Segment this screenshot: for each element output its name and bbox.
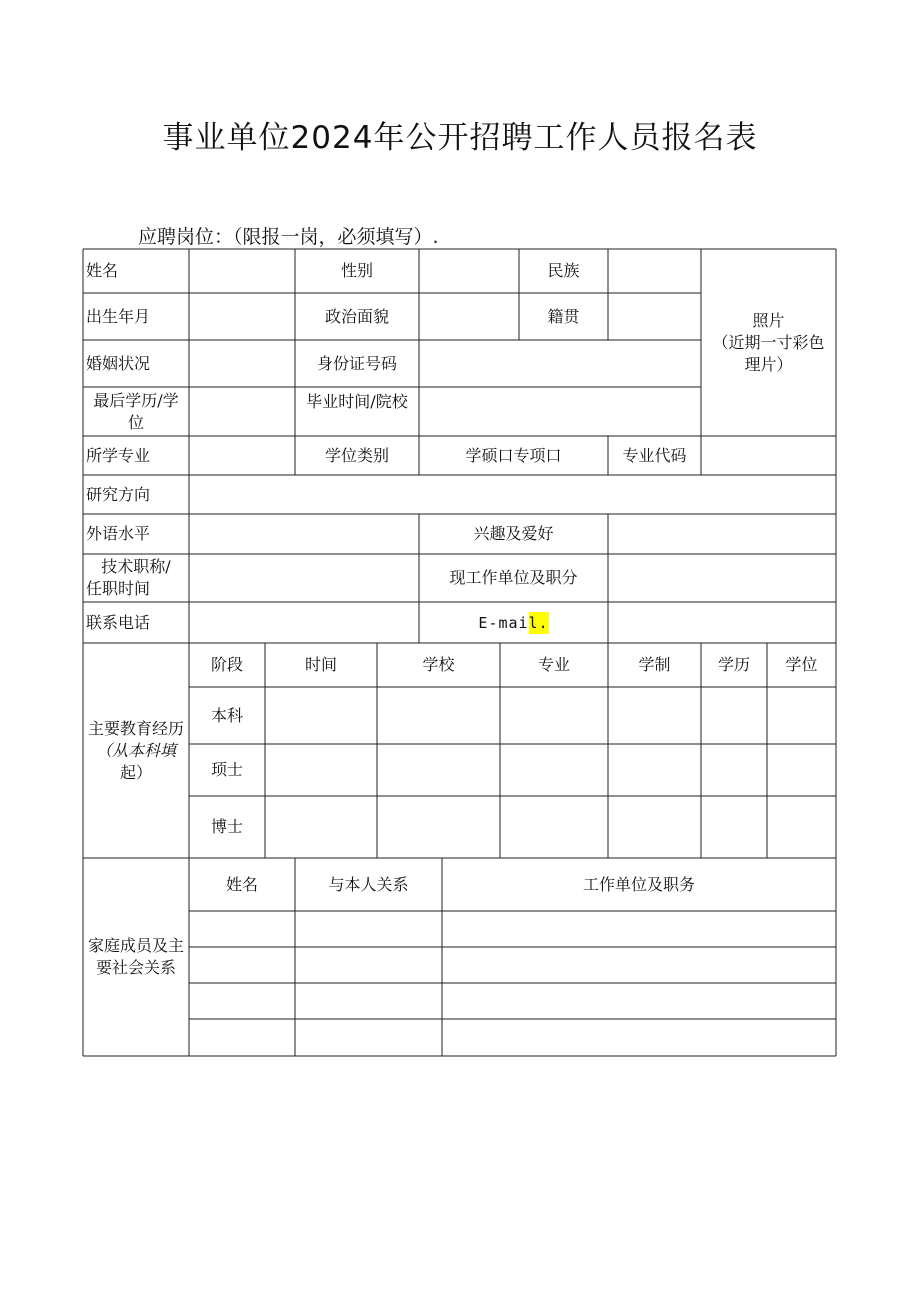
- label-email-text: E-mai: [478, 613, 529, 632]
- label-current-job: 现工作单位及职分: [449, 568, 578, 587]
- label-family-line2: 要社会关系: [95, 958, 176, 977]
- label-degree-line2: 位: [127, 412, 144, 432]
- applied-position-line: 应聘岗位：（限报一岗，必须填写）.: [138, 226, 439, 248]
- hobbies-input[interactable]: [608, 514, 836, 554]
- label-tech-title-line2: 任职时间: [86, 579, 151, 598]
- label-major-code: 专业代码: [622, 445, 687, 465]
- gender-input[interactable]: [419, 249, 519, 293]
- phone-input[interactable]: [189, 602, 419, 643]
- edu-row-master[interactable]: [265, 744, 836, 796]
- edu-header-school: 学校: [422, 655, 455, 674]
- marital-input[interactable]: [189, 340, 295, 387]
- family-row[interactable]: [189, 911, 836, 947]
- photo-hint-end: 理片）: [744, 354, 793, 374]
- edu-header-time: 时间: [304, 655, 337, 674]
- label-marital: 婚姻状况: [86, 353, 151, 373]
- major-input[interactable]: [189, 436, 295, 475]
- label-email-highlight: l.: [528, 613, 549, 632]
- family-header-relation: 与本人关系: [328, 874, 409, 894]
- email-input[interactable]: [608, 602, 836, 643]
- label-major: 所学专业: [86, 445, 151, 465]
- edu-stage-master: 顼士: [210, 760, 243, 779]
- edu-stage-doctor: 博士: [210, 817, 243, 836]
- edu-header-stage: 阶段: [210, 655, 243, 674]
- native-place-input[interactable]: [608, 293, 701, 340]
- edu-row-doctor[interactable]: [265, 796, 836, 858]
- research-input[interactable]: [189, 475, 836, 514]
- family-row[interactable]: [189, 1019, 836, 1056]
- label-native-place: 籍贯: [547, 306, 580, 326]
- family-row[interactable]: [189, 947, 836, 983]
- edu-stage-bachelor: 本科: [210, 705, 243, 725]
- label-education-line3: 起）: [119, 762, 152, 782]
- language-input[interactable]: [189, 514, 419, 554]
- label-family: [83, 858, 189, 1056]
- label-language: 外语水平: [86, 524, 151, 543]
- label-gender: 性别: [340, 261, 373, 280]
- political-input[interactable]: [419, 293, 519, 340]
- label-research: 研究方向: [86, 484, 151, 504]
- id-number-input[interactable]: [419, 340, 701, 387]
- degree-input[interactable]: [189, 387, 295, 436]
- edu-row-bachelor[interactable]: [265, 687, 836, 744]
- photo-hint: （近期一寸彩色: [712, 332, 825, 352]
- label-name: 姓名: [86, 261, 119, 280]
- label-hobbies: 兴趣及爱好: [473, 524, 554, 543]
- form-title: 事业单位2024年公开招聘工作人员报名表: [162, 120, 758, 156]
- label-family-line1: 家庭成员及主: [87, 936, 184, 955]
- label-grad-time-school: 毕业时间/院校: [306, 392, 408, 411]
- family-header-name: 姓名: [225, 874, 258, 894]
- tech-title-input[interactable]: [189, 554, 419, 602]
- label-education: [83, 643, 189, 858]
- photo-box[interactable]: [701, 249, 836, 436]
- label-education-line1: 主要教育经历: [87, 718, 184, 738]
- label-ethnicity: 民族: [547, 261, 580, 280]
- label-tech-title-line1: 技术职称/: [101, 557, 171, 576]
- family-header-workplace: 工作单位及职务: [582, 874, 695, 894]
- label-id-number: 身份证号码: [316, 353, 397, 373]
- edu-header-duration: 学制: [638, 655, 671, 674]
- major-code-input[interactable]: [701, 436, 836, 475]
- label-political: 政治面貌: [324, 306, 389, 326]
- label-degree: [83, 387, 189, 436]
- name-input[interactable]: [189, 249, 295, 293]
- degree-type-options[interactable]: 学硕口专项口: [465, 445, 562, 465]
- edu-header-major: 专业: [537, 655, 570, 674]
- current-job-input[interactable]: [608, 554, 836, 602]
- photo-label: 照片: [752, 310, 785, 330]
- ethnicity-input[interactable]: [608, 249, 701, 293]
- birth-input[interactable]: [189, 293, 295, 340]
- label-birth: 出生年月: [86, 306, 151, 326]
- label-degree-line1: 最后学历/学: [93, 390, 179, 410]
- family-row[interactable]: [189, 983, 836, 1019]
- label-phone: 联系电话: [86, 612, 151, 632]
- grad-time-school-input[interactable]: [419, 387, 701, 436]
- edu-header-degree: 学位: [785, 655, 818, 674]
- label-education-line2: （从本科填: [95, 740, 176, 760]
- edu-header-education-level: 学历: [717, 655, 750, 674]
- label-email: [419, 602, 608, 643]
- label-degree-type: 学位类别: [324, 445, 389, 465]
- label-tech-title: [83, 554, 189, 602]
